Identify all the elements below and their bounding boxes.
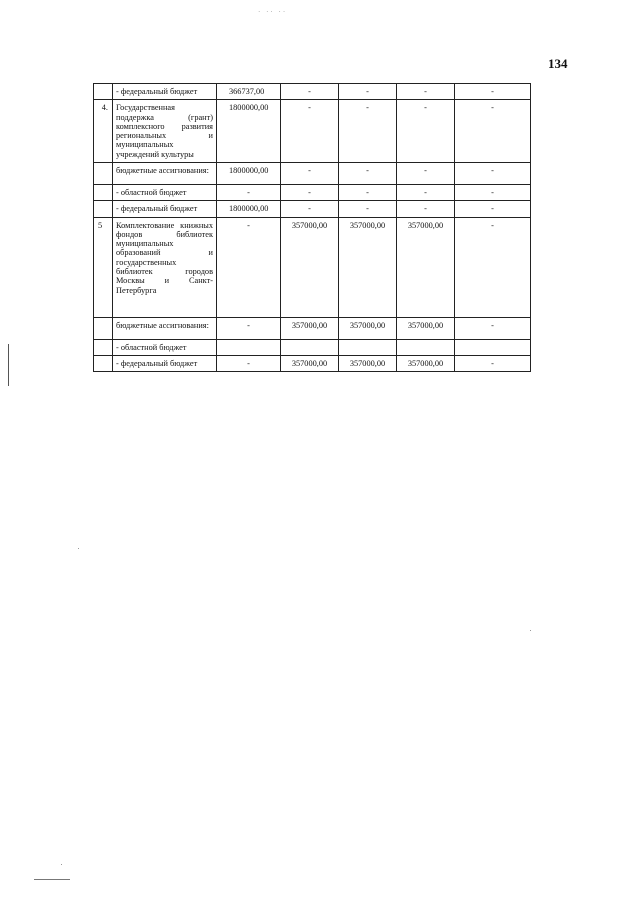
- year2-value: 357000,00: [339, 217, 397, 317]
- year3-value: -: [397, 162, 455, 184]
- footer-dash: [34, 879, 70, 880]
- row-number: [94, 339, 113, 355]
- scan-speck: [530, 630, 531, 631]
- scan-speck: [61, 864, 62, 865]
- row-number: [94, 317, 113, 339]
- row-label: бюджетные ассигнования:: [113, 162, 217, 184]
- year4-value: -: [455, 201, 531, 217]
- year3-value: 357000,00: [397, 317, 455, 339]
- year4-value: -: [455, 184, 531, 200]
- year3-value: 357000,00: [397, 355, 455, 371]
- year4-value: -: [455, 100, 531, 163]
- row-number: [94, 201, 113, 217]
- total-value: -: [217, 355, 281, 371]
- row-number: [94, 184, 113, 200]
- row-number: 5: [94, 217, 113, 317]
- margin-line: [8, 344, 9, 386]
- year3-value: -: [397, 84, 455, 100]
- page-number: 134: [548, 56, 568, 71]
- year1-value: -: [281, 162, 339, 184]
- table-row: [94, 100, 531, 163]
- total-value: [217, 339, 281, 355]
- year2-value: -: [339, 84, 397, 100]
- table-row: [94, 339, 531, 355]
- total-value: 366737,00: [217, 84, 281, 100]
- year2-value: 357000,00: [339, 317, 397, 339]
- year1-value: -: [281, 201, 339, 217]
- year2-value: -: [339, 184, 397, 200]
- scan-mark: · ·· ··: [258, 8, 288, 16]
- row-label: бюджетные ассигнования:: [113, 317, 217, 339]
- year1-value: -: [281, 100, 339, 163]
- row-number: [94, 84, 113, 100]
- row-label: - областной бюджет: [113, 339, 217, 355]
- year2-value: -: [339, 162, 397, 184]
- row-number: [94, 355, 113, 371]
- year4-value: -: [455, 317, 531, 339]
- table-row: [94, 184, 531, 200]
- year2-value: [339, 339, 397, 355]
- row-label: Комплектование книжных фондов библиотек муниципальных образований и государственных библиотек городов Москвы и Санкт-Петербурга: [113, 217, 217, 317]
- year1-value: 357000,00: [281, 317, 339, 339]
- row-label: - федеральный бюджет: [113, 201, 217, 217]
- table-row: [94, 84, 531, 100]
- year1-value: -: [281, 184, 339, 200]
- year4-value: [455, 339, 531, 355]
- year3-value: 357000,00: [397, 217, 455, 317]
- row-label: - федеральный бюджет: [113, 84, 217, 100]
- year2-value: -: [339, 100, 397, 163]
- total-value: 1800000,00: [217, 162, 281, 184]
- table-row: [94, 217, 531, 317]
- total-value: 1800000,00: [217, 201, 281, 217]
- table-row: [94, 317, 531, 339]
- total-value: 1800000,00: [217, 100, 281, 163]
- scan-speck: [78, 548, 79, 549]
- row-number: [94, 162, 113, 184]
- table-row: [94, 355, 531, 371]
- year3-value: [397, 339, 455, 355]
- row-number: 4.: [94, 100, 113, 163]
- year2-value: -: [339, 201, 397, 217]
- year3-value: -: [397, 100, 455, 163]
- year3-value: -: [397, 201, 455, 217]
- year4-value: -: [455, 162, 531, 184]
- table-row: [94, 162, 531, 184]
- total-value: -: [217, 317, 281, 339]
- year1-value: [281, 339, 339, 355]
- total-value: -: [217, 217, 281, 317]
- row-label: - областной бюджет: [113, 184, 217, 200]
- year1-value: -: [281, 84, 339, 100]
- budget-table: [93, 83, 531, 372]
- year4-value: -: [455, 84, 531, 100]
- year1-value: 357000,00: [281, 355, 339, 371]
- total-value: -: [217, 184, 281, 200]
- table-row: [94, 201, 531, 217]
- year4-value: -: [455, 217, 531, 317]
- year2-value: 357000,00: [339, 355, 397, 371]
- row-label: - федеральный бюджет: [113, 355, 217, 371]
- year4-value: -: [455, 355, 531, 371]
- year3-value: -: [397, 184, 455, 200]
- year1-value: 357000,00: [281, 217, 339, 317]
- row-label: Государственная поддержка (грант) комплексного развития региональных и муниципальных учреждений культуры: [113, 100, 217, 163]
